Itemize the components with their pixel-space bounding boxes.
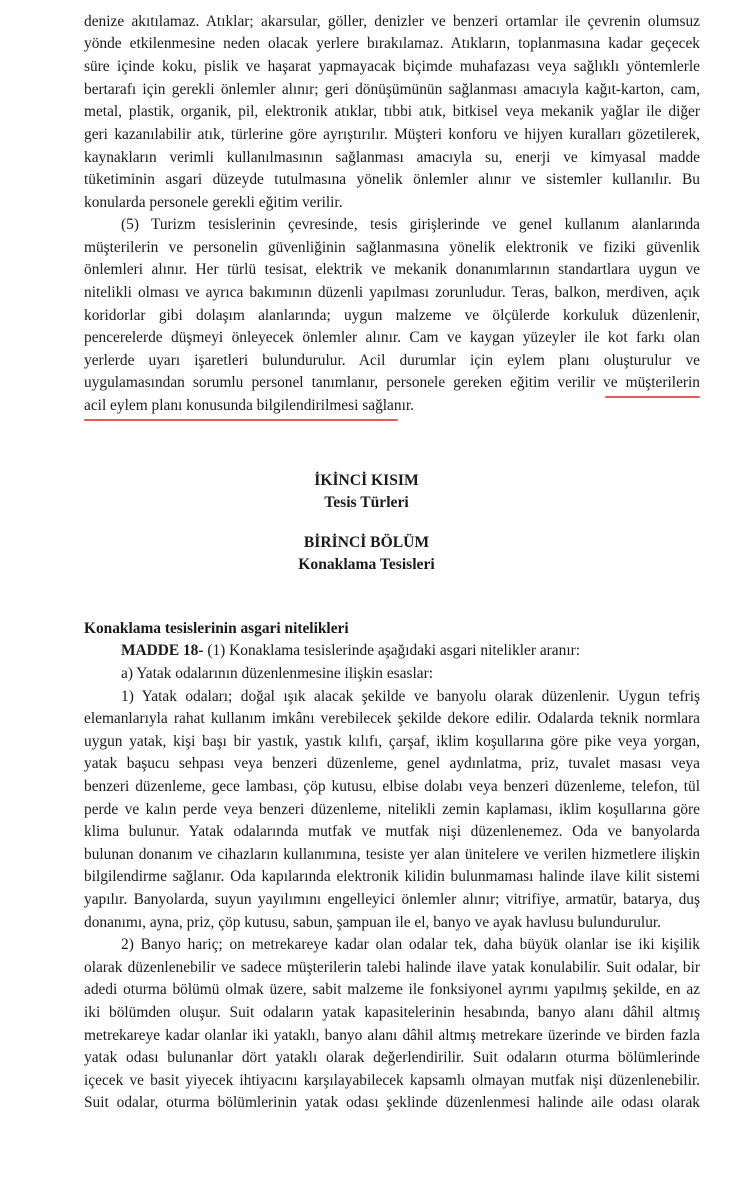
text-line: nitelikli olması ve ayrıca bakımının düzenli yapılması zorunludur. Teras, balkon, merdiven, açık (84, 284, 700, 301)
text-line: elemanlarıyla rahat kullanım imkânı verebilecek şekilde dekore edilir. Odalarda teknik normlara (84, 710, 700, 727)
part-heading: İKİNCİ KISIM (314, 472, 419, 489)
text-line: müşterilerin ve personelin güvenliğinin sağlanmasına yönelik elektronik ve fiziki güvenlik (84, 239, 700, 256)
text-line: olarak düzenlenebilir ve sadece müşterilerin talebi halinde ilave yatak konulabilir. Suit odalar, bir (84, 959, 700, 976)
text-line: iki bölümden oluşur. Suit odaların yatak kapasitelerinin hesabında, banyo alanı dâhil altmış (84, 1004, 700, 1021)
text-line: bertarafı için gerekli önlemler alınır; geri dönüşümünün sağlanması amacıyla kağıt-karton, cam, (84, 81, 700, 98)
text-line: kaynakların verimli kullanılmasının sağlanması amacıyla su, enerji ve kimyasal madde (84, 149, 700, 166)
text-line: metrekareye kadar olanlar iki yataklı, banyo alanı dâhil altmış metrekare üzerinde ve birden fazla (84, 1027, 700, 1044)
text-line: klima bulunur. Yatak odalarında mutfak ve mutfak nişi düzenlenemez. Oda ve banyolarda (84, 823, 700, 840)
text-line: denize akıtılamaz. Atıklar; akarsular, göller, denizler ve benzeri ortamlar ile çevrenin olumsuz (84, 13, 700, 30)
text-line: bulunan donanım ve cihazların kullanımına, tesiste yer alan ünitelere ve verilen hizmetlere ilişkin (84, 846, 700, 863)
text-line: geri kazanılabilir atık, türlerine göre ayrıştırılır. Müşteri konforu ve hijyen kuralları gözetilerek, (84, 126, 700, 143)
red-underline-mark (605, 396, 700, 398)
text-line: konularda personele gerekli eğitim verilir. (84, 194, 343, 211)
article-heading: Konaklama tesislerinin asgari nitelikleri (84, 620, 349, 637)
text-line: bilgilendirme sağlanır. Oda kapılarında elektronik kilidin bulunmaması halinde ilave kilit sistemi (84, 868, 700, 885)
text-line: 1) Yatak odaları; doğal ışık alacak şekilde ve banyolu olarak düzenlenir. Uygun tefriş (121, 688, 700, 705)
text-line: içecek ve basit yiyecek ihtiyacını karşılayabilecek kapsamlı olmayan mutfak nişi düzenlenebilir. (84, 1072, 700, 1089)
text-line: donanımı, ayna, priz, çöp kutusu, sabun, şampuan ile el, banyo ve ayak havlusu bulundurulur. (84, 914, 662, 931)
text-line: uygulamasından sorumlu personel tanımlanır, personele gereken eğitim verilir ve müşterilerin (84, 374, 700, 391)
text-line: yerlerde uyarı işaretleri bulundurulur. Acil durumlar için eylem planı oluşturulur ve (84, 352, 700, 369)
text-line: yatak odası bulunanlar dört yataklı olarak değerlendirilir. Suit odaların oturma bölümlerinde (84, 1049, 700, 1066)
text-line: yatak başucu sehpası veya benzeri düzenleme, genel aydınlatma, priz, tuvalet masası veya (84, 755, 700, 772)
text-line: süre içinde koku, pislik ve haşarat yapmayacak biçimde muhafazası veya sağlıklı yöntemlerle (84, 58, 700, 75)
text-line: Suit odalar, oturma bölümlerinin yatak odası şeklinde düzenlenmesi halinde aile odası olarak (84, 1094, 700, 1111)
item-a: a) Yatak odalarının düzenlenmesine ilişkin esaslar: (121, 665, 434, 682)
text-line: önlemleri alınır. Her türlü tesisat, elektrik ve mekanik donanımlarının standartlara uygun ve (84, 261, 700, 278)
text-line: yönde etkilenmesine neden olacak yerlere bırakılamaz. Atıkların, toplanmasına kadar geçecek (84, 35, 700, 52)
article-intro: (1) Konaklama tesislerinde aşağıdaki asgari nitelikler aranır: (203, 642, 580, 659)
text-line: koridorlar gibi dolaşım alanlarında; uygun malzeme ve ölçülerde korkuluk düzenlenir, (84, 307, 700, 324)
part-title: Tesis Türleri (324, 494, 409, 511)
chapter-title: Konaklama Tesisleri (298, 556, 435, 573)
text-line: metal, plastik, organik, pil, elektronik atıklar, tıbbi atık, bitkisel veya mekanik yağlar ile diğer (84, 103, 700, 120)
text-line: acil eylem planı konusunda bilgilendirilmesi sağlanır. (84, 397, 414, 414)
text-line: (5) Turizm tesislerinin çevresinde, tesis girişlerinde ve genel kullanım alanlarında (121, 216, 700, 233)
text-line: 2) Banyo hariç; on metrekareye kadar olan odalar tek, daha büyük olanlar ise iki kişilik (121, 936, 700, 953)
article-intro-line (121, 640, 700, 662)
chapter-heading: BİRİNCİ BÖLÜM (303, 534, 430, 551)
text-line: perde ve kalın perde veya benzeri düzenleme, nitelikli zemin kaplaması, iklim koşullarına göre (84, 801, 700, 818)
text-line: pencerelerde düşmeyi önleyecek önlemler alınır. Cam ve kaygan yüzeyler ile kot farkı olan (84, 329, 700, 346)
red-underline-mark (84, 419, 398, 421)
text-line: yapılır. Banyolarda, suyun yayılımını engelleyici önlemler alınır; vitrifiye, armatür, batarya, duş (84, 891, 700, 908)
text-line: tüketiminin asgari düzeyde tutulmasına yönelik önlemler alınır ve sistemler kullanılır. Bu (84, 171, 700, 188)
text-line: adedi oturma bölümü olmak üzere, sabit malzeme ile fonksiyonel ayrımı yapılmış şekilde, en az (84, 981, 700, 998)
article-label: MADDE 18- (121, 642, 204, 659)
text-line: uygun yatak, kişi başı bir yastık, yastık kılıfı, çarşaf, iklim koşullarına göre pike veya yorgan, (84, 733, 700, 750)
text-line: benzeri düzenleme, gece lambası, çöp kutusu, elbise dolabı veya benzeri düzenleme, telefon, tül (84, 778, 700, 795)
